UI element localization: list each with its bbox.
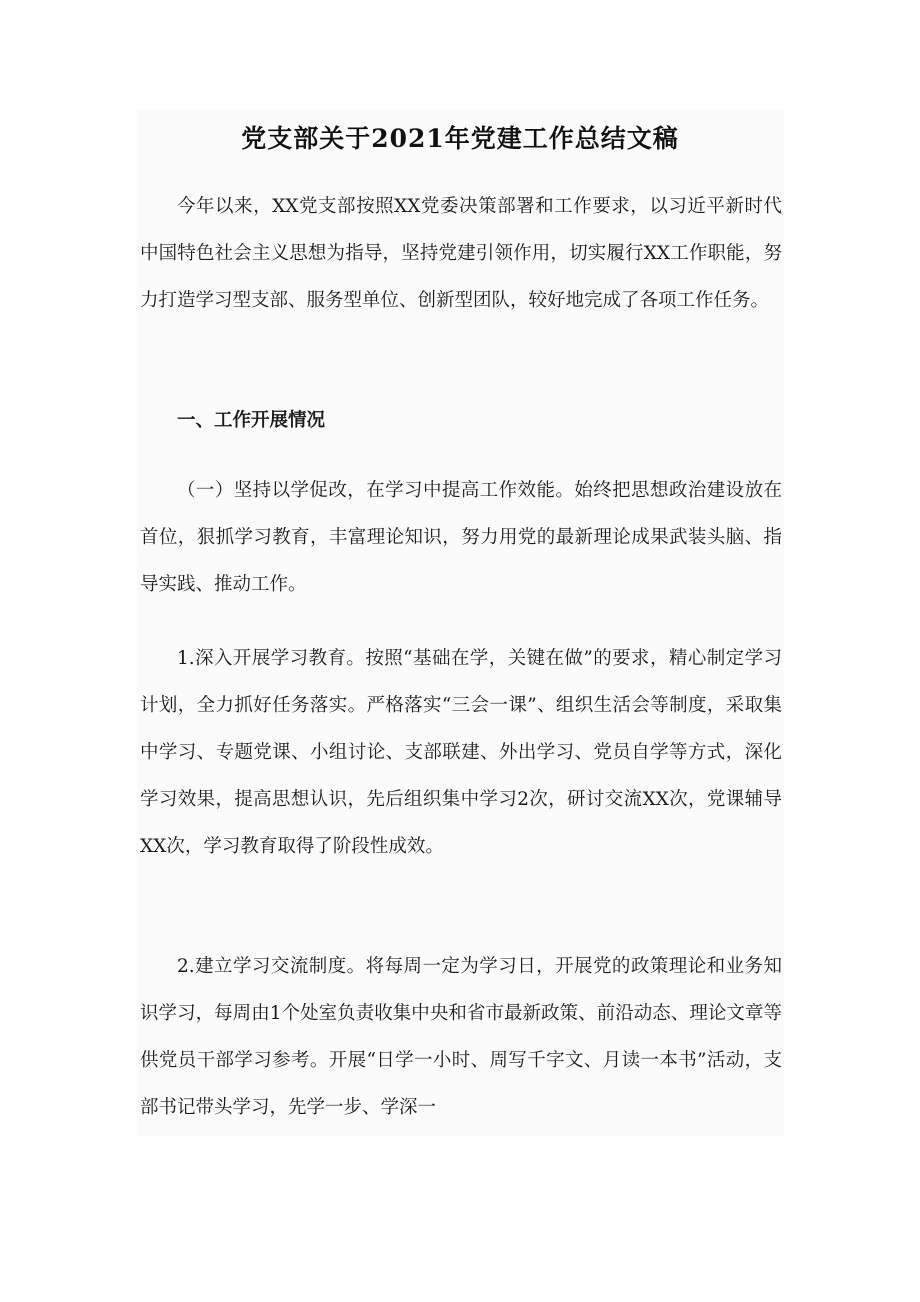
item-1-paragraph-block [140, 635, 782, 870]
item-2-paragraph-block [140, 943, 782, 1131]
subsection-paragraph: （一）坚持以学促改，在学习中提高工作效能。始终把思想政治建设放在首位，狠抓学习教育，丰富理论知识，努力用党的最新理论成果武装头脑、指导实践、推动工作。 [140, 480, 782, 595]
document-title: 党支部关于2021年党建工作总结文稿 [241, 124, 679, 153]
intro-paragraph: 今年以来，XX党支部按照XX党委决策部署和工作要求，以习近平新时代中国特色社会主义思想为指导，坚持党建引领作用，切实履行XX工作职能，努力打造学习型支部、服务型单位、创新型团队，较好地完成了各项工作任务。 [140, 196, 782, 311]
subsection-paragraph-block [140, 467, 782, 608]
section-heading-block [140, 397, 782, 444]
section-heading: 一、工作开展情况 [177, 410, 326, 431]
item-2-paragraph: 2.建立学习交流制度。将每周一定为学习日，开展党的政策理论和业务知识学习，每周由1个处室负责收集中央和省市最新政策、前沿动态、理论文章等供党员干部学习参考。开展“日学一小时、周写千字文、月读一本书”活动，支部书记带头学习，先学一步、学深一 [140, 956, 782, 1118]
item-1-paragraph: 1.深入开展学习教育。按照“基础在学，关键在做”的要求，精心制定学习计划，全力抓好任务落实。严格落实“三会一课”、组织生活会等制度，采取集中学习、专题党课、小组讨论、支部联建、外出学习、党员自学等方式，深化学习效果，提高思想认识，先后组织集中学习2次，研讨交流XX次，党课辅导XX次，学习教育取得了阶段性成效。 [140, 648, 782, 857]
intro-paragraph-block [140, 183, 782, 324]
